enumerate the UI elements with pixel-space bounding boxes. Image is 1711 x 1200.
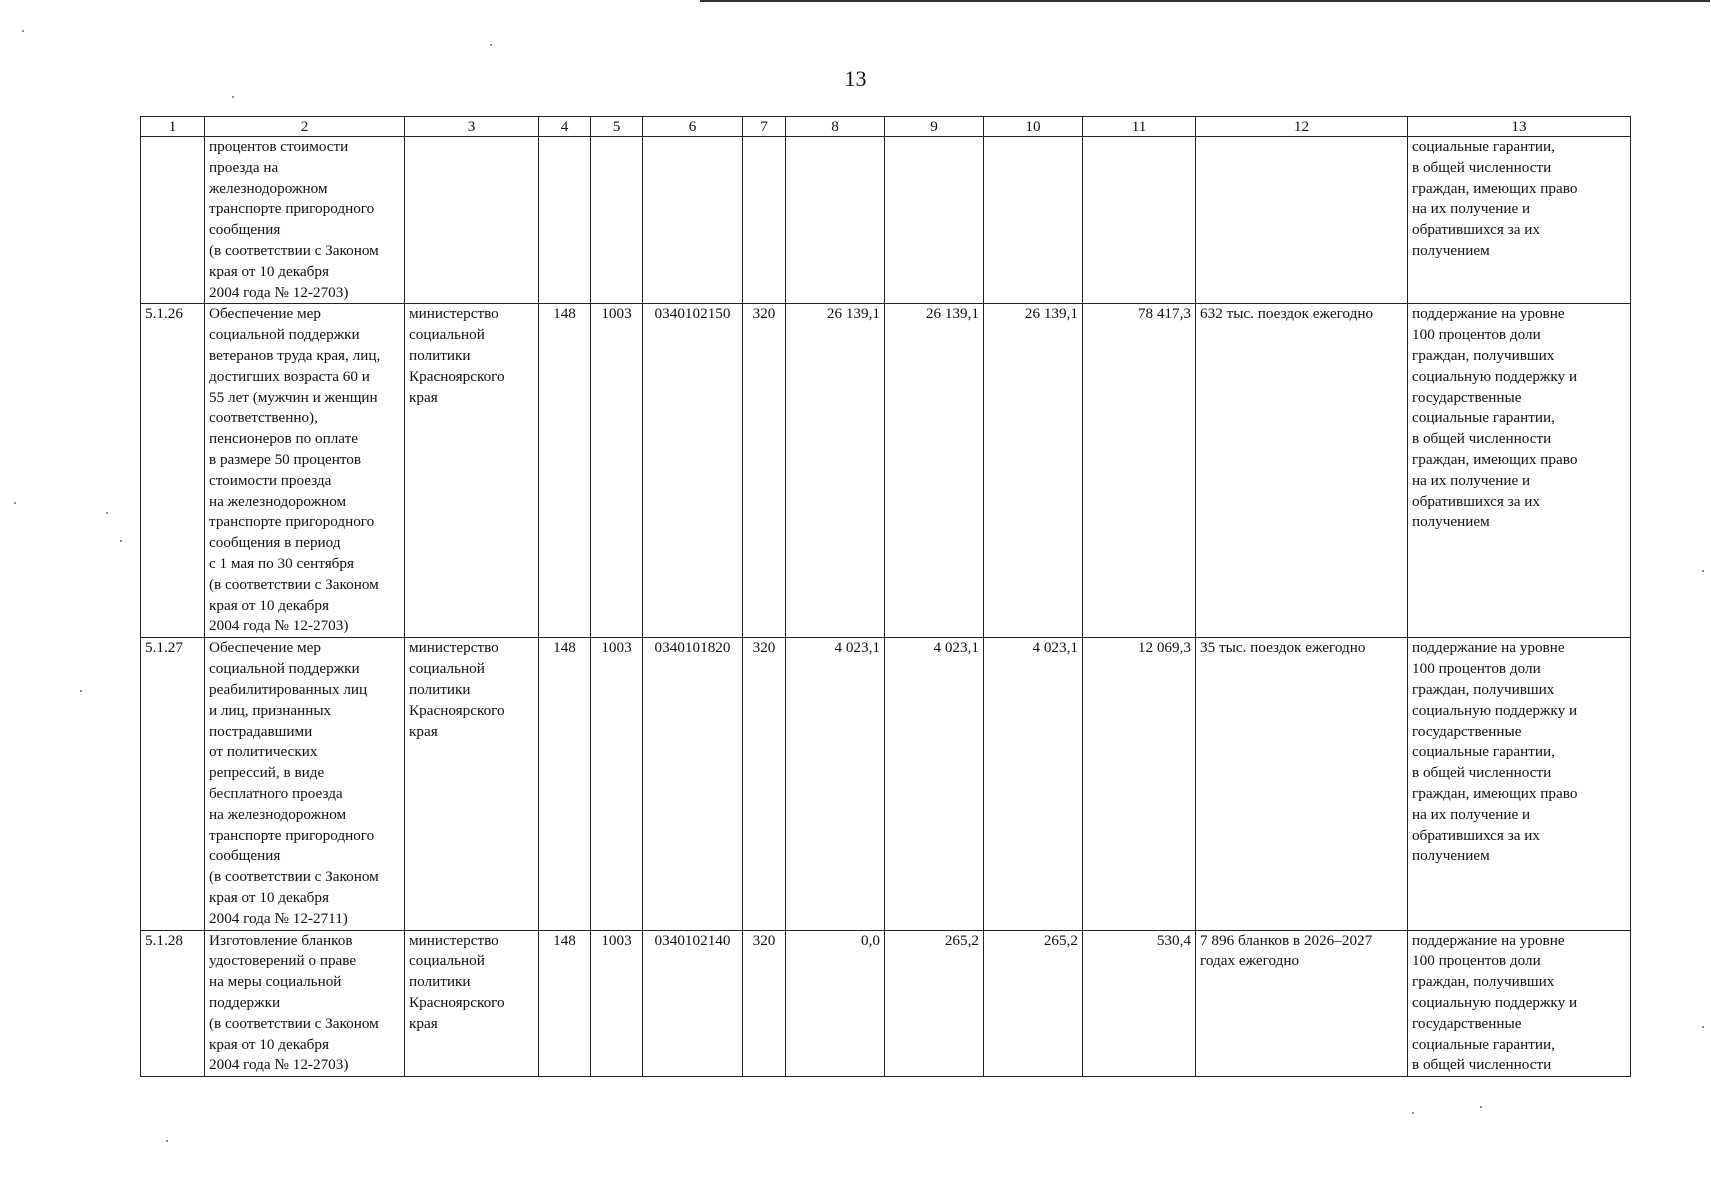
expected-result: 7 896 бланков в 2026–2027 годах ежегодно <box>1196 930 1408 1077</box>
activity-name: Обеспечение мер социальной поддержки реабилитированных лиц и лиц, признанных пострадавшими от политических репрессий, в виде бесплатного проезда на железнодорожном транспорте пригородного сообщения (в соответствии с Законом края от 10 декабря 2004 года № 12-2711) <box>205 638 405 930</box>
expected-result: 35 тыс. поездок ежегодно <box>1196 638 1408 930</box>
amount-col-10: 265,2 <box>984 930 1083 1077</box>
scan-speck <box>1412 1112 1414 1114</box>
header-col-5: 5 <box>591 117 643 137</box>
rzpr-code: 1003 <box>591 930 643 1077</box>
indicator: поддержание на уровне 100 процентов доли граждан, получивших социальную поддержку и государственные социальные гарантии, в общей численности граждан, имеющих право на их получение и обратившихся за их получением <box>1408 638 1631 930</box>
indicator: поддержание на уровне 100 процентов доли граждан, получивших социальную поддержку и государственные социальные гарантии, в общей численности граждан, имеющих право на их получение и обратившихся за их получением <box>1408 304 1631 638</box>
table-row <box>141 930 1631 1077</box>
scan-speck <box>120 540 122 542</box>
scan-speck <box>490 44 492 46</box>
activity-name: Изготовление бланков удостоверений о праве на меры социальной поддержки (в соответствии с Законом края от 10 декабря 2004 года № 12-2703) <box>205 930 405 1077</box>
cont-result-cell <box>1196 137 1408 304</box>
cont-grbs-cell <box>539 137 591 304</box>
cont-vr-cell <box>743 137 786 304</box>
grbs-code: 148 <box>539 304 591 638</box>
indicator: поддержание на уровне 100 процентов доли граждан, получивших социальную поддержку и государственные социальные гарантии, в общей численности <box>1408 930 1631 1077</box>
row-number: 5.1.27 <box>141 638 205 930</box>
row-number: 5.1.26 <box>141 304 205 638</box>
rzpr-code: 1003 <box>591 638 643 930</box>
cont-rzpr-cell <box>591 137 643 304</box>
expected-result: 632 тыс. поездок ежегодно <box>1196 304 1408 638</box>
amount-total: 78 417,3 <box>1083 304 1196 638</box>
header-col-8: 8 <box>786 117 885 137</box>
vr-code: 320 <box>743 304 786 638</box>
amount-col-9: 26 139,1 <box>885 304 984 638</box>
amount-col-10: 26 139,1 <box>984 304 1083 638</box>
grbs-code: 148 <box>539 930 591 1077</box>
csr-code: 0340101820 <box>643 638 743 930</box>
header-col-10: 10 <box>984 117 1083 137</box>
cont-name-cell: процентов стоимости проезда на железнодорожном транспорте пригородного сообщения (в соответствии с Законом края от 10 декабря 2004 года № 12-2703) <box>205 137 405 304</box>
scan-speck <box>80 690 82 692</box>
header-row <box>141 117 1631 137</box>
scan-speck <box>232 96 234 98</box>
cont-num-cell <box>141 137 205 304</box>
scan-speck <box>166 1140 168 1142</box>
activity-name: Обеспечение мер социальной поддержки ветеранов труда края, лиц, достигших возраста 60 и 55 лет (мужчин и женщин соответственно), пенсионеров по оплате в размере 50 процентов стоимости проезда на железнодорожном транспорте пригородного сообщения в период с 1 мая по 30 сентября (в соответствии с Законом края от 10 декабря 2004 года № 12-2703) <box>205 304 405 638</box>
amount-total: 530,4 <box>1083 930 1196 1077</box>
table-row-continuation <box>141 137 1631 304</box>
amount-col-9: 265,2 <box>885 930 984 1077</box>
cont-y2025-cell <box>786 137 885 304</box>
cont-csr-cell <box>643 137 743 304</box>
grbs-code: 148 <box>539 638 591 930</box>
scan-speck <box>1480 1106 1482 1108</box>
cont-executor-cell <box>405 137 539 304</box>
scan-speck <box>106 512 108 514</box>
header-col-7: 7 <box>743 117 786 137</box>
header-col-6: 6 <box>643 117 743 137</box>
csr-code: 0340102140 <box>643 930 743 1077</box>
top-edge-rule <box>700 0 1710 2</box>
scan-speck <box>1702 1026 1704 1028</box>
row-number: 5.1.28 <box>141 930 205 1077</box>
cont-y2027-cell <box>984 137 1083 304</box>
executor: министерство социальной политики Красноярского края <box>405 638 539 930</box>
csr-code: 0340102150 <box>643 304 743 638</box>
cont-y2026-cell <box>885 137 984 304</box>
header-col-4: 4 <box>539 117 591 137</box>
header-col-13: 13 <box>1408 117 1631 137</box>
amount-col-8: 0,0 <box>786 930 885 1077</box>
amount-col-8: 4 023,1 <box>786 638 885 930</box>
table-row <box>141 304 1631 638</box>
rzpr-code: 1003 <box>591 304 643 638</box>
executor: министерство социальной политики Красноярского края <box>405 930 539 1077</box>
header-col-2: 2 <box>205 117 405 137</box>
header-col-12: 12 <box>1196 117 1408 137</box>
table-row <box>141 638 1631 930</box>
amount-col-8: 26 139,1 <box>786 304 885 638</box>
vr-code: 320 <box>743 638 786 930</box>
header-col-1: 1 <box>141 117 205 137</box>
amount-col-9: 4 023,1 <box>885 638 984 930</box>
amount-col-10: 4 023,1 <box>984 638 1083 930</box>
header-col-9: 9 <box>885 117 984 137</box>
program-activities-table <box>140 116 1631 1077</box>
scan-speck <box>22 30 24 32</box>
scan-speck <box>14 502 16 504</box>
executor: министерство социальной политики Красноярского края <box>405 304 539 638</box>
scan-speck <box>1702 570 1704 572</box>
page-number: 13 <box>844 66 867 91</box>
amount-total: 12 069,3 <box>1083 638 1196 930</box>
header-col-3: 3 <box>405 117 539 137</box>
vr-code: 320 <box>743 930 786 1077</box>
cont-indicator-cell: социальные гарантии, в общей численности граждан, имеющих право на их получение и обратившихся за их получением <box>1408 137 1631 304</box>
cont-total-cell <box>1083 137 1196 304</box>
header-col-11: 11 <box>1083 117 1196 137</box>
